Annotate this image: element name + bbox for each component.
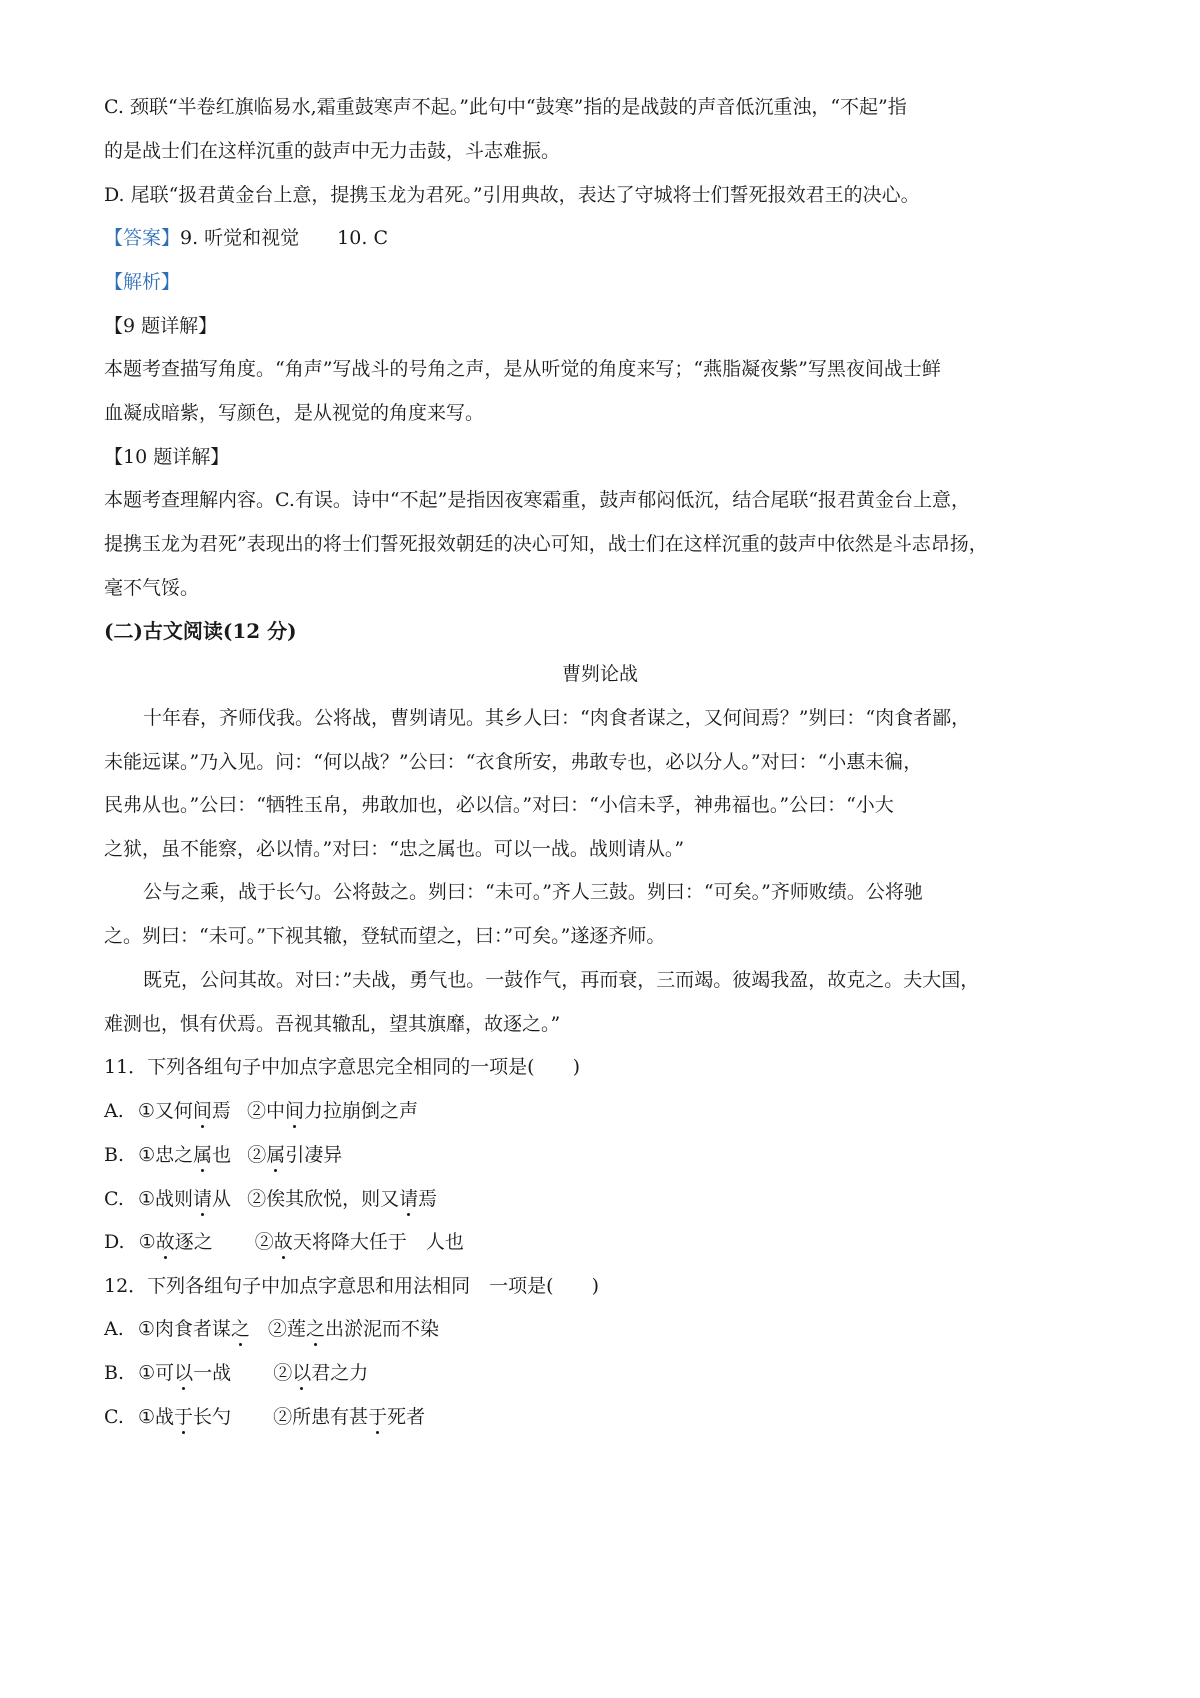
option-letter: B. (104, 1144, 125, 1166)
q10-option-c-line2: 的是战士们在这样沉重的鼓声中无力击鼓，斗志难振。 (104, 140, 561, 162)
sentence-text: 天将降大任于 人也 (292, 1231, 464, 1253)
dotted-char: 请 (193, 1188, 213, 1210)
q12-stem: 12．下列各组句子中加点字意思和用法相同 一项是( ) (104, 1275, 600, 1297)
sentence-text: 君之力 (311, 1362, 369, 1384)
sentence-text: 长勺 (193, 1406, 232, 1428)
analysis-label: 【解析】 (104, 271, 181, 293)
q9-detail-line2: 血凝成暗紫，写颜色，是从视觉的角度来写。 (104, 402, 485, 424)
dotted-char: 间 (284, 1100, 304, 1122)
sentence-text: ①肉食者谋 (137, 1318, 231, 1340)
q11-option-a (104, 1099, 1108, 1123)
sentence-text: ② (273, 1362, 293, 1384)
passage-p1-line1: 十年春，齐师伐我。公将战，曹刿请见。其乡人曰：“肉食者谋之，又何间焉？”刿曰：“肉食者鄙， (143, 707, 971, 729)
passage-p1-line2: 未能远谋。”乃入见。问：“何以战？”公曰：“衣食所安，弗敢专也，必以分人。”对曰：“小惠未徧， (104, 751, 923, 773)
q10-detail-line1: 本题考查理解内容。C.有误。诗中“不起”是指因夜寒霜重，鼓声郁闷低沉，结合尾联“报君黄金台上意， (104, 489, 971, 511)
answer-line (104, 226, 1108, 250)
q10-detail-title: 【10 题详解】 (104, 446, 230, 468)
sentence-text: 力拉崩倒之声 (303, 1100, 418, 1122)
sentence-text: ① (138, 1231, 156, 1253)
dotted-char: 以 (292, 1362, 312, 1384)
option-letter: B. (104, 1362, 125, 1384)
q12-option-c (104, 1405, 1108, 1429)
sentence-text: 从 (212, 1188, 232, 1210)
answer-label: 【答案】 (104, 227, 181, 249)
passage-title: 曹刿论战 (561, 663, 638, 685)
q10-option-d: D. 尾联“扱君黄金台上意，提携玉龙为君死。”引用典故，表达了守城将士们誓死报效君王的决心。 (104, 184, 920, 206)
passage-p2-line1: 公与之乘，战于长勺。公将鼓之。刿曰：“未可。”齐人三鼓。刿曰：“可矣。”齐师败绩。公将驰 (143, 881, 923, 903)
option-letter: D. (104, 1231, 125, 1253)
q11-option-c (104, 1187, 1108, 1211)
q11-stem: 11．下列各组句子中加点字意思完全相同的一项是( ) (104, 1056, 581, 1078)
dotted-char: 属 (193, 1144, 213, 1166)
sentence-text: 焉 (418, 1188, 438, 1210)
passage-p3-line2: 难测也，惧有伏焉。吾视其辙乱，望其旗靡，故逐之。” (104, 1013, 561, 1035)
dotted-char: 请 (399, 1188, 419, 1210)
sentence-text: 逐之 (174, 1231, 213, 1253)
sentence-text: ②莲 (267, 1318, 306, 1340)
passage-p1-line3: 民弗从也。”公曰：“牺牲玉帛，弗敢加也，必以信。”对曰：“小信未孚，神弗福也。”公曰：“小大 (104, 794, 894, 816)
passage-p1-line4: 之狱，虽不能察，必以情。”对曰：“忠之属也。可以一战。战则请从。” (104, 838, 685, 860)
sentence-text: ② (247, 1144, 267, 1166)
sentence-text: ①忠之 (138, 1144, 194, 1166)
dotted-char: 于 (174, 1406, 194, 1428)
sentence-text: 死者 (387, 1406, 426, 1428)
sentence-text: ①又何 (137, 1100, 193, 1122)
dotted-char: 以 (174, 1362, 194, 1384)
option-letter: C. (104, 1188, 124, 1210)
q9-detail-title: 【9 题详解】 (104, 315, 218, 337)
sentence-text: 出淤泥而不染 (324, 1318, 439, 1340)
option-letter: C. (104, 1406, 124, 1428)
dotted-char: 属 (266, 1144, 286, 1166)
q11-option-b (104, 1143, 1108, 1167)
sentence-text: 焉 (211, 1100, 231, 1122)
option-letter: A. (104, 1100, 124, 1122)
sentence-text: ②俟其欣悦，则又 (247, 1188, 400, 1210)
section-heading: (二)古文阅读(12 分) (104, 619, 297, 643)
sentence-text: ②中 (246, 1100, 285, 1122)
dotted-char: 故 (155, 1231, 175, 1253)
answer-text: 9. 听觉和视觉 10. C (180, 227, 388, 249)
q10-detail-line3: 毫不气馁。 (104, 577, 200, 599)
sentence-text: 一战 (193, 1362, 232, 1384)
dotted-char: 之 (230, 1318, 250, 1340)
sentence-text: 也 (212, 1144, 232, 1166)
q10-option-c-line1: C. 颈联“半卷红旗临易水,霜重鼓寒声不起。”此句中“鼓寒”指的是战鼓的声音低沉重浊，“不起”指 (104, 96, 907, 118)
sentence-text: 引凄异 (285, 1144, 343, 1166)
dotted-char: 于 (368, 1406, 388, 1428)
q10-detail-line2: 提携玉龙为君死”表现出的将士们誓死报效朝廷的决心可知，战士们在这样沉重的鼓声中依然是斗志昂扬， (104, 533, 988, 555)
sentence-text: ①可 (138, 1362, 175, 1384)
option-letter: A. (104, 1318, 124, 1340)
sentence-text: ② (254, 1231, 274, 1253)
passage-p3-line1: 既克，公问其故。对曰：”夫战，勇气也。一鼓作气，再而衰，三而竭。彼竭我盈，故克之。夫大国， (143, 969, 980, 991)
q12-option-a (104, 1317, 1108, 1341)
dotted-char: 之 (305, 1318, 325, 1340)
passage-p2-line2: 之。刿曰：“未可。”下视其辙，登轼而望之，曰：”可矣。”遂逐齐师。 (104, 925, 666, 947)
sentence-text: ①战 (137, 1406, 174, 1428)
q12-option-b (104, 1361, 1108, 1385)
dotted-char: 间 (192, 1100, 212, 1122)
sentence-text: ①战则 (137, 1188, 193, 1210)
sentence-text: ②所患有甚 (273, 1406, 369, 1428)
q11-option-d (104, 1230, 1108, 1254)
q9-detail-line1: 本题考查描写角度。“角声”写战斗的号角之声，是从听觉的角度来写；“燕脂凝夜紫”写黑夜间战士鲜 (104, 358, 941, 380)
dotted-char: 故 (273, 1231, 293, 1253)
